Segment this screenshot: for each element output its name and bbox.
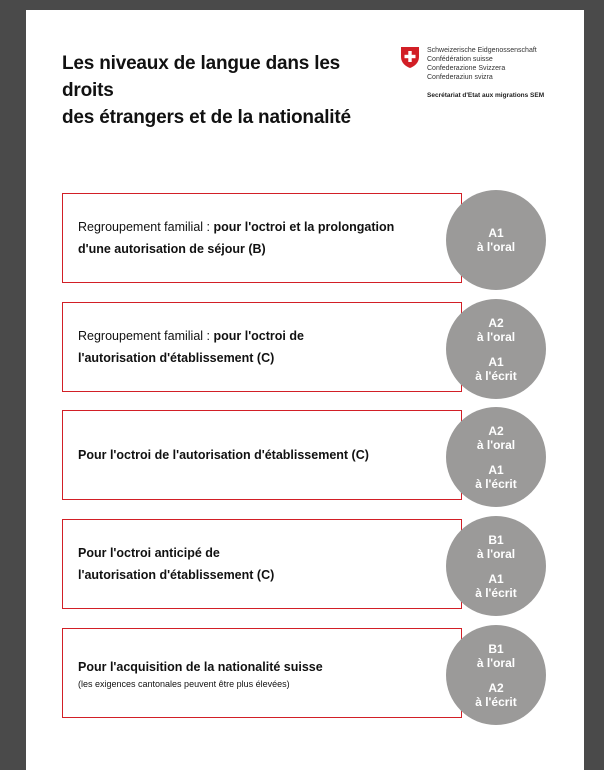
level-mode: à l'oral: [476, 437, 516, 452]
level-code: A1: [488, 462, 504, 477]
level-code: A2: [488, 315, 504, 330]
card-bold: Pour l'acquisition de la nationalité suisse: [78, 659, 323, 674]
card-note: (les exigences cantonales peuvent être plus élevées): [78, 678, 290, 689]
title-line-2: des étrangers et de la nationalité: [62, 107, 351, 128]
requirement-card: [62, 410, 462, 500]
level-badge: [446, 625, 546, 725]
requirement-card: [62, 628, 462, 718]
level-code: B1: [488, 641, 504, 656]
card-bold: l'autorisation d'établissement (C): [78, 351, 275, 365]
level-code: A2: [488, 423, 504, 438]
confederation-line: Schweizerische Eidgenossenschaft: [427, 47, 537, 54]
requirement-card: [62, 519, 462, 609]
document-page: [26, 10, 584, 770]
card-bold: Pour l'octroi anticipé de: [78, 546, 220, 560]
card-prefix: Regroupement familial :: [78, 220, 214, 234]
swiss-cross-icon: [400, 46, 420, 69]
card-bold: pour l'octroi et la prolongation: [213, 220, 395, 234]
level-mode: à l'oral: [476, 329, 516, 344]
card-prefix: Regroupement familial :: [78, 329, 214, 343]
card-text: [78, 520, 401, 608]
agency-name: Secrétariat d'Etat aux migrations SEM: [427, 92, 545, 99]
confederation-names: [427, 46, 537, 82]
level-code: A1: [488, 571, 504, 586]
level-badge: [446, 407, 546, 507]
level-mode: à l'écrit: [475, 585, 517, 600]
card-text: [78, 411, 401, 499]
level-code: B1: [488, 532, 504, 547]
requirement-card: [62, 302, 462, 392]
card-bold: pour l'octroi de: [213, 329, 304, 343]
level-badge: [446, 190, 546, 290]
level-badge: [446, 299, 546, 399]
card-text: [78, 303, 401, 391]
level-code: A2: [488, 680, 504, 695]
level-code: A1: [488, 226, 504, 240]
level-mode: à l'oral: [476, 546, 516, 561]
page-title: [62, 50, 392, 131]
confederation-line: Confederazione Svizzera: [427, 65, 506, 72]
title-line-1: Les niveaux de langue dans les droits: [62, 53, 341, 101]
level-mode: à l'écrit: [475, 694, 517, 709]
level-mode: à l'écrit: [475, 368, 517, 383]
confederation-line: Confédération suisse: [427, 56, 493, 63]
card-bold: d'une autorisation de séjour (B): [78, 242, 266, 256]
level-mode: à l'oral: [476, 240, 516, 254]
card-bold: Pour l'octroi de l'autorisation d'établissement (C): [78, 448, 369, 462]
requirement-card: [62, 193, 462, 283]
card-text: [78, 194, 401, 282]
card-bold: l'autorisation d'établissement (C): [78, 568, 275, 582]
card-text: [78, 629, 401, 717]
level-badge: [446, 516, 546, 616]
level-mode: à l'écrit: [475, 476, 517, 491]
level-mode: à l'oral: [476, 655, 516, 670]
confederation-line: Confederaziun svizra: [427, 74, 493, 81]
level-code: A1: [488, 354, 504, 369]
